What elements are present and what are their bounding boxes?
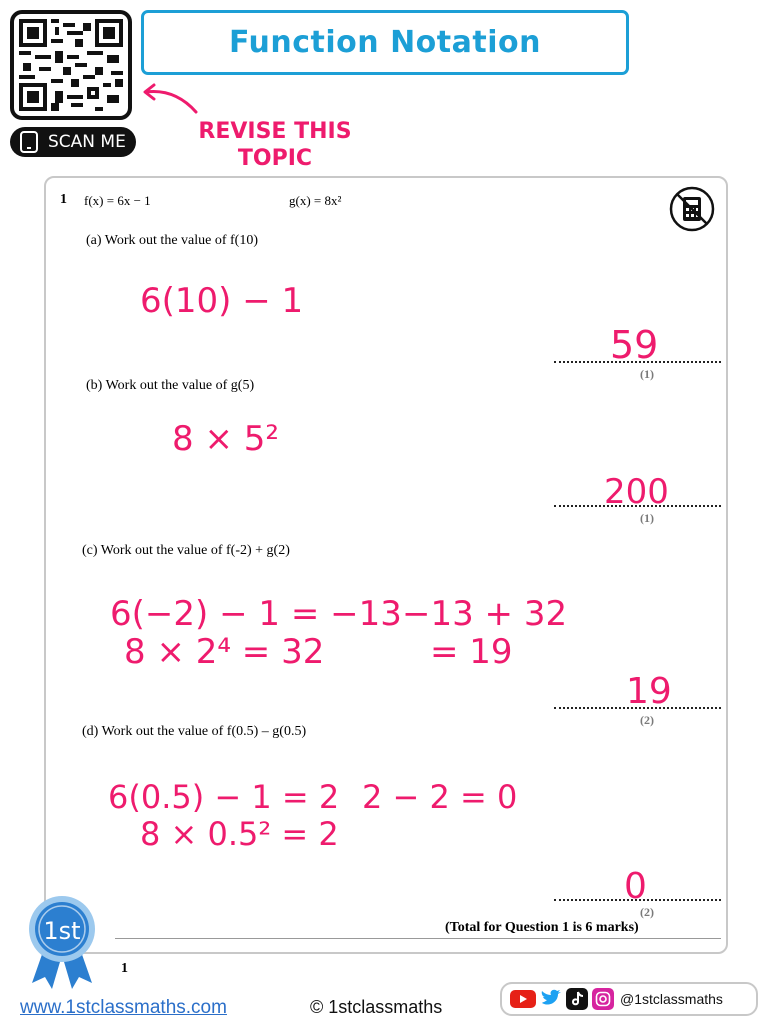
answer-d: 0 xyxy=(624,866,647,907)
question-total: (Total for Question 1 is 6 marks) xyxy=(445,920,639,935)
working-a: 6(10) − 1 xyxy=(140,281,304,321)
marks-a: (1) xyxy=(640,367,654,381)
answer-c: 19 xyxy=(626,671,672,712)
marks-c: (2) xyxy=(640,713,654,727)
answer-b: 200 xyxy=(604,472,669,512)
copyright: © 1stclassmaths xyxy=(310,997,443,1017)
scan-me-label: SCAN ME xyxy=(48,132,126,152)
working-d-line3: 2 − 2 = 0 xyxy=(362,778,518,816)
question-number: 1 xyxy=(60,192,67,207)
part-d-prompt: (d) Work out the value of f(0.5) – g(0.5) xyxy=(82,724,307,739)
function-g-definition: g(x) = 8x² xyxy=(289,193,342,208)
answer-a: 59 xyxy=(610,323,659,367)
revise-topic-link[interactable]: REVISE THIS TOPIC xyxy=(198,119,352,171)
page-title: Function Notation xyxy=(229,25,541,60)
working-c-line3: −13 + 32 xyxy=(402,594,568,634)
working-d-line1: 6(0.5) − 1 = 2 xyxy=(108,778,340,816)
page-number: 1 xyxy=(121,961,128,976)
twitter-icon[interactable] xyxy=(540,988,562,1010)
working-c-line4: = 19 xyxy=(430,632,513,672)
function-f-definition: f(x) = 6x − 1 xyxy=(84,193,151,208)
part-b-prompt: (b) Work out the value of g(5) xyxy=(86,378,255,393)
part-a-prompt: (a) Work out the value of f(10) xyxy=(86,233,258,248)
marks-d: (2) xyxy=(640,905,654,919)
working-d-line2: 8 × 0.5² = 2 xyxy=(140,815,339,853)
instagram-icon[interactable] xyxy=(592,988,614,1010)
social-bar xyxy=(500,982,758,1016)
working-c-line1: 6(−2) − 1 = −13 xyxy=(110,594,402,634)
working-c-line2: 8 × 2⁴ = 32 xyxy=(124,632,325,672)
youtube-icon[interactable] xyxy=(510,990,536,1008)
tiktok-icon[interactable] xyxy=(566,988,588,1010)
social-handle[interactable]: @1stclassmaths xyxy=(620,991,723,1007)
working-b: 8 × 5² xyxy=(172,419,279,459)
first-place-medal-icon xyxy=(18,893,108,989)
medal-label: 1st xyxy=(43,917,81,945)
part-c-prompt: (c) Work out the value of f(-2) + g(2) xyxy=(82,543,290,558)
marks-b: (1) xyxy=(640,511,654,525)
website-link[interactable]: www.1stclassmaths.com xyxy=(20,997,227,1018)
